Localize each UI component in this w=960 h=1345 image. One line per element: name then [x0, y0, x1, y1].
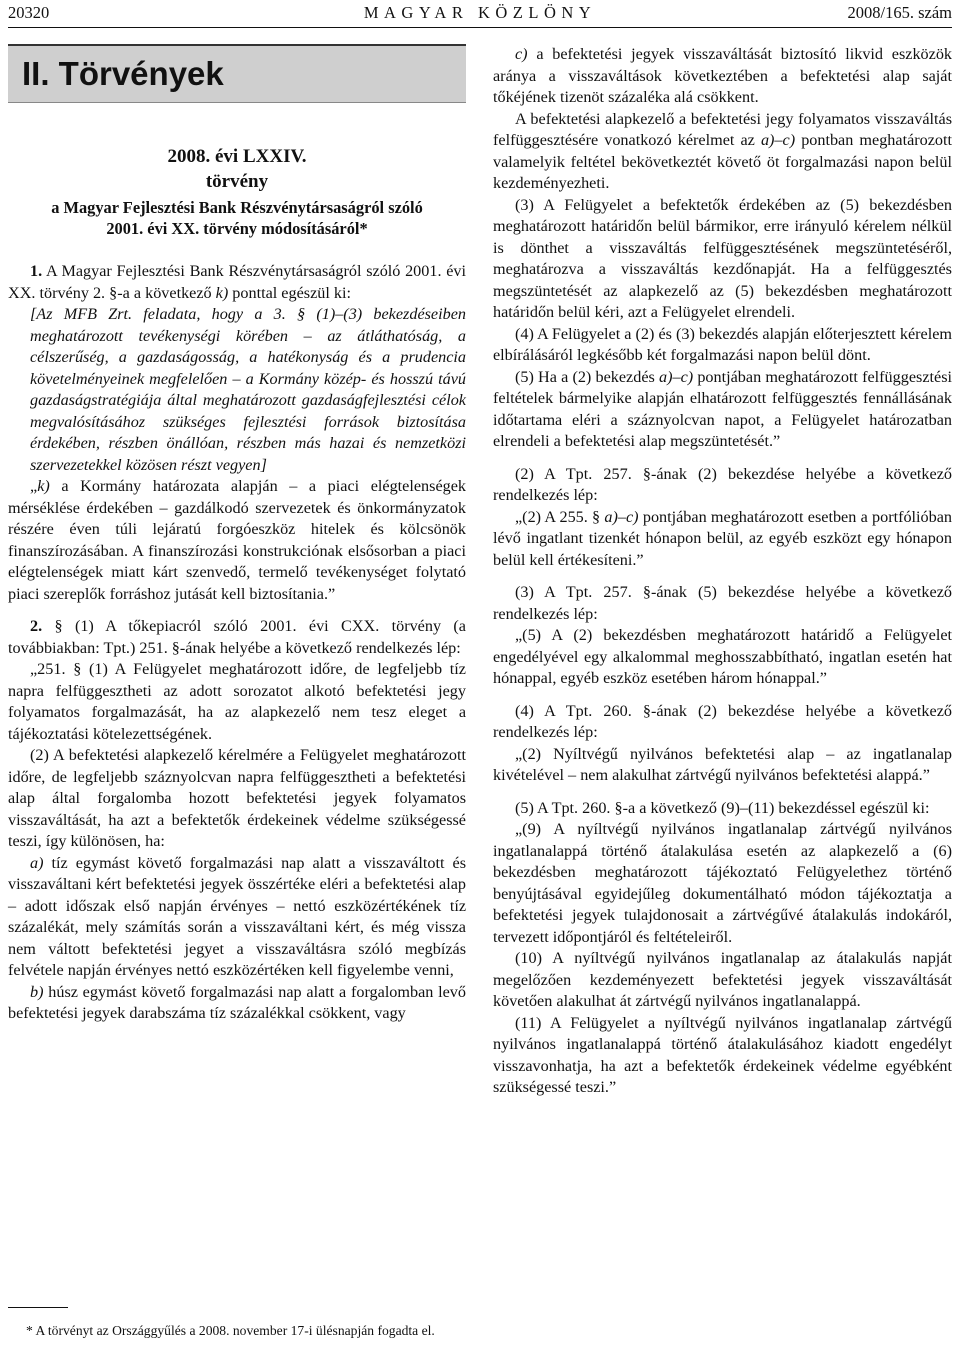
amendment-260-11-text: (11) A Felügyelet a nyíltvégű nyilvános ingatlanalap zártvégű nyilvános ingatlanalappá történő átalakulásához kiadott engedélyt visszavonhatja, ha azt a befektetők érdekeinek védelme egyébként szükségessé teszi.” — [493, 1013, 952, 1096]
point-a: a) tíz egymást követő forgalmazási nap alatt a visszaváltott és visszaváltani kért befektetési jegyek összértéke eléri a befektetési alap – adott időszak első napján érvényes – nettó eszközértékének tíz százalékát, mely számítás során a visszaváltani kért, és még vissza nem váltott befektetési jegyet a visszaváltásra szóló megbízás felvétele napján érvényes nettó eszközértéken kell figyelembe venni, — [8, 853, 467, 979]
amendment-257-2-text: „(2) A 255. § a)–c) pontjában meghatározott esetben a portfólióban lévő ingatlant tizenkét hónapon belül, az egyéb eszközt egy hónapon belül kell értékesíteni.” — [493, 507, 953, 569]
footnote: * A törvényt az Országgyűlés a 2008. november 17-i ülésnapján fogadta el. — [26, 1323, 435, 1338]
point-k: „k) a Kormány határozata alapján – a piaci elégtelenségek mérséklése érdekében – gazdálkodó szervezetek és önkormányzatok részére éven túli lejáratú forgóeszköz hitelek és kölcsönök finanszírozásában. A finanszírozási konstrukciónak elsősorban a piaci elégtelenségek miatt kárt szenvedő, termelő tevékenységet folytató piaci szereplők forráshoz jutását kell biztosítania.” — [8, 477, 467, 603]
header-divider — [8, 27, 952, 28]
amendment-260-10-text: (10) A nyíltvégű nyilvános ingatlanalap az átalakulás napját megelőzően kezdeményezett befektetési jegyek visszaváltását követően alakulhat át zártvégű nyilvános ingatlanalappá. — [493, 949, 952, 1010]
right-paragraph-2: A befektetési alapkezelő a befektetési jegy folyamatos visszaváltás felfüggesztésére vonatkozó kérelmet az a)–c) pontban meghatározott valamelyik feltétel bekövetkeztét követő öt forgalmazási napon belül kezdeményezheti. — [493, 109, 953, 192]
act-title — [8, 144, 466, 239]
section-251-para-1: „251. § (1) A Felügyelet meghatározott időre, de legfeljebb tíz napra felfüggesztheti az adott sorozatot alkotó befektetési jegy folyamatos forgalmazását, ha az alapkezelő nem tesz eleget a tájékoztatási kötelezettségének. — [8, 660, 466, 743]
amendment-260-9-11-intro: (5) A Tpt. 260. §-a a következő (9)–(11) bekezdéssel egészül ki: — [515, 798, 930, 817]
section-number-1: 1. — [30, 262, 43, 280]
amendment-257-5-text: „(5) A (2) bekezdésben meghatározott határidő a Felügyelet engedélyével egy alkalommal meghosszabbítható, ingatlan esetén hat hónappal, egyéb eszköz esetében három hónappal.” — [493, 626, 952, 687]
amendment-257-5-intro: (3) A Tpt. 257. §-ának (5) bekezdése helyébe a következő rendelkezés lép: — [493, 583, 952, 623]
left-column — [8, 44, 466, 1025]
subsection-3: (3) A Felügyelet a befektetők érdekében az (5) bekezdésben meghatározott határidőn belül bármikor, erre irányuló kérelem nélkül is dönthet a visszaváltás felfüggesztésének megszüntetéséről, meghatározva a visszaváltás kezdőnapját. Ha a felfüggesztés megszüntetését az alapkezelő az (5) bekezdésben meghatározott határidőn belül kéri, azt a Felügyelet elrendeli. — [493, 195, 952, 321]
paragraph-1: 1. A Magyar Fejlesztési Bank Részvénytársaságról szóló 2001. évi XX. törvény 2. §-a a következő k) ponttal egészül ki: — [8, 262, 466, 302]
point-c: c) a befektetési jegyek visszaváltását biztosító likvid eszközök aránya a visszaváltások következtében a befektetési alap saját tőkéjének tizenöt százaléka alá csökkent. — [493, 45, 953, 106]
page-number: 20320 — [8, 3, 50, 22]
act-title-line-2: 2001. évi XX. törvény módosításáról* — [106, 219, 368, 238]
point-b: b) húsz egymást követő forgalmazási nap alatt a forgalomban levő befektetési jegyek darabszáma tíz százalékkal csökkent, vagy — [8, 982, 466, 1022]
section-251-para-2: (2) A befektetési alapkezelő kérelmére a Felügyelet meghatározott időre, de legfeljebb száznyolcvan napra felfüggesztheti a befektetési alap által forgalomba hozott befektetési jegyek folyamatos visszaváltását, ha azt a befektetők érdekeinek védelme szükségessé teszi, így különösen, ha: — [8, 746, 466, 850]
footnote-divider — [8, 1307, 68, 1308]
act-number: 2008. évi LXXIV. — [167, 146, 307, 167]
journal-title: MAGYAR KÖZLÖNY — [363, 3, 597, 22]
page-header — [8, 2, 952, 24]
subsection-4: (4) A Felügyelet a (2) és (3) bekezdés alapján előterjesztett kérelem elbírálásáról legkésőbb két forgalmazási napon belül dönt. — [493, 324, 952, 364]
paragraph-2: 2. § (1) A tőkepiacról szóló 2001. évi CXX. törvény (a továbbiakban: Tpt.) 251. §-ának helyébe a következő rendelkezés lép: — [8, 617, 466, 657]
right-column — [493, 44, 952, 1099]
section-heading: II. Törvények — [8, 44, 466, 103]
bracketed-context-text: [Az MFB Zrt. feladata, hogy a 3. § (1)–(3) bekezdéseiben meghatározott tevékenységi körében – az átláthatóság, a célszerűség, a gazdaságosság, a hatékonyság és a prudencia követelményeinek megfelelően – a Kormány közép- és hosszú távú gazdaságstratégiája által meghatározott gazdaságfejlesztési célok megvalósításához szükséges fejlesztési források biztosítása érdekében, részben önállóan, részben más hazai és nemzetközi szervezetekkel közösen részt vegyen] — [30, 305, 466, 474]
amendment-260-2-text: „(2) Nyíltvégű nyilvános befektetési alap – az ingatlanalap kivételével – nem alakulhat zártvégű nyilvános befektetési alappá.” — [493, 744, 952, 784]
subsection-5: (5) Ha a (2) bekezdés a)–c) pontjában meghatározott felfüggesztési feltételek bármelyike alapján elhatározott felfüggesztés fennállásának időtartama eléri a száznyolcvan napot, a Felügyelet határozatban elrendeli a befektetési alap megszüntetését.” — [493, 367, 952, 450]
issue-number: 2008/165. szám — [847, 3, 952, 22]
act-title-line-1: a Magyar Fejlesztési Bank Részvénytársaságról szóló — [51, 198, 423, 217]
section-number-2: 2. — [30, 617, 43, 635]
amendment-257-2-intro: (2) A Tpt. 257. §-ának (2) bekezdése helyébe a következő rendelkezés lép: — [493, 464, 952, 504]
amendment-260-2-intro: (4) A Tpt. 260. §-ának (2) bekezdése helyébe a következő rendelkezés lép: — [493, 701, 952, 741]
amendment-260-9-text: „(9) A nyíltvégű nyilvános ingatlanalap zártvégű nyilvános ingatlanalappá történő átalakulása esetén az alapkezelő a (6) bekezdésben meghatározott tájékoztató Felügyelethez történő benyújtásával egyidejűleg dokumentálható módon tájékoztatja a befektetési jegyek tulajdonosait a zártvégűvé átalakulás indokáról, tervezett időpontjáról és feltételeiről. — [493, 820, 952, 946]
act-type: törvény — [205, 171, 269, 192]
